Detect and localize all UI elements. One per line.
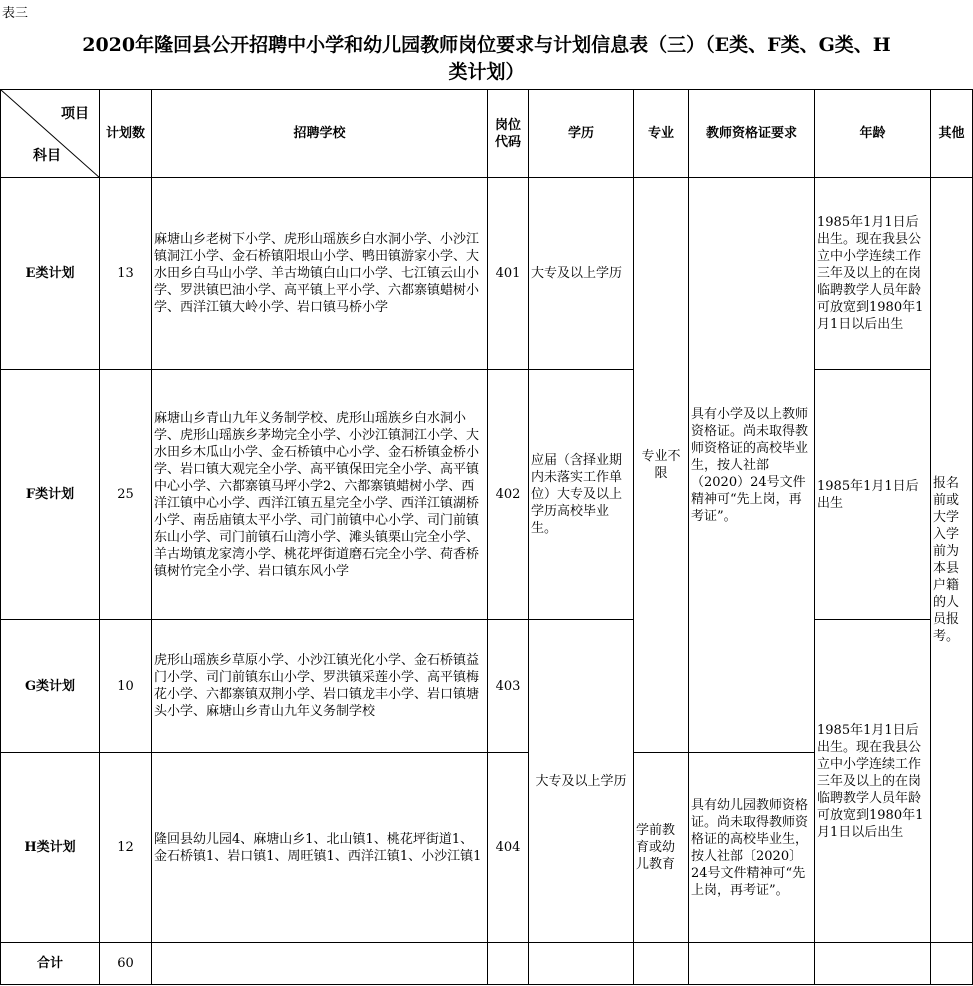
table-row-g	[1, 620, 973, 753]
header-age: 年龄	[815, 90, 931, 178]
total-empty-major	[634, 943, 689, 985]
title-line-2: 类计划）	[448, 61, 525, 83]
page-title	[0, 32, 973, 86]
other-requirement: 报名前或大学入学前为本县户籍的人员报考。	[931, 178, 973, 943]
header-major: 专业	[634, 90, 689, 178]
header-qualification: 教师资格证要求	[689, 90, 815, 178]
total-label: 合计	[1, 943, 100, 985]
code-h: 404	[488, 753, 529, 943]
total-empty-code	[488, 943, 529, 985]
major-h: 学前教育或幼儿教育	[634, 753, 689, 943]
category-h: H类计划	[1, 753, 100, 943]
category-e: E类计划	[1, 178, 100, 370]
total-empty-education	[529, 943, 634, 985]
table-row-e	[1, 178, 973, 370]
age-f: 1985年1月1日后出生	[815, 370, 931, 620]
education-gh: 大专及以上学历	[529, 620, 634, 943]
header-row	[1, 90, 973, 178]
code-e: 401	[488, 178, 529, 370]
total-row	[1, 943, 973, 985]
table-row-f	[1, 370, 973, 620]
title-line-1: 2020年隆回县公开招聘中小学和幼儿园教师岗位要求与计划信息表（三）（E类、F类、G类、H	[82, 34, 891, 56]
table-label: 表三	[2, 6, 29, 21]
total-empty-other	[931, 943, 973, 985]
education-f: 应届（含择业期内未落实工作单位）大专及以上学历高校毕业生。	[529, 370, 634, 620]
qualification-h: 具有幼儿园教师资格证。尚未取得教师资格证的高校毕业生，按人社部〔2020〕24号文件精神可“先上岗，再考证”。	[689, 753, 815, 943]
header-subject-cell	[1, 90, 100, 178]
schools-g: 虎形山瑶族乡草原小学、小沙江镇光化小学、金石桥镇益门小学、司门前镇东山小学、罗洪镇采莲小学、高平镇梅花小学、六都寨镇双荆小学、岩口镇龙丰小学、岩口镇塘头小学、麻塘山乡青山九年义务制学校	[152, 620, 488, 753]
code-g: 403	[488, 620, 529, 753]
age-gh: 1985年1月1日后出生。现在我县公立中小学连续工作三年及以上的在岗临聘教学人员年龄可放宽到1980年1月1日以后出生	[815, 620, 931, 943]
schools-f: 麻塘山乡青山九年义务制学校、虎形山瑶族乡白水洞小学、虎形山瑶族乡茅坳完全小学、小沙江镇洞江小学、大水田乡木瓜山小学、金石桥镇中心小学、金石桥镇金桥小学、岩口镇大观完全小学、高平镇保田完全小学、高平镇中心小学、六都寨镇马坪小学2、六都寨镇蜡树小学、西洋江镇中心小学、西洋江镇五星完全小学、西洋江镇湖桥小学、南岳庙镇太平小学、司门前镇中心小学、司门前镇东山小学、司门前镇石山湾小学、滩头镇栗山完全小学、羊古坳镇龙家湾小学、桃花坪街道磨石完全小学、荷香桥镇树竹完全小学、岩口镇东风小学	[152, 370, 488, 620]
count-e: 13	[100, 178, 152, 370]
header-education: 学历	[529, 90, 634, 178]
total-count: 60	[100, 943, 152, 985]
header-schools: 招聘学校	[152, 90, 488, 178]
age-e: 1985年1月1日后出生。现在我县公立中小学连续工作三年及以上的在岗临聘教学人员年龄可放宽到1980年1月1日以后出生	[815, 178, 931, 370]
schools-h: 隆回县幼儿园4、麻塘山乡1、北山镇1、桃花坪街道1、金石桥镇1、岩口镇1、周旺镇1、西洋江镇1、小沙江镇1	[152, 753, 488, 943]
category-g: G类计划	[1, 620, 100, 753]
total-empty-qualification	[689, 943, 815, 985]
count-f: 25	[100, 370, 152, 620]
recruitment-table	[0, 89, 973, 985]
header-post-code: 岗位代码	[488, 90, 529, 178]
code-f: 402	[488, 370, 529, 620]
schools-e: 麻塘山乡老树下小学、虎形山瑶族乡白水洞小学、小沙江镇洞江小学、金石桥镇阳垠山小学、鸭田镇游家小学、大水田乡白马山小学、羊古坳镇白山口小学、七江镇云山小学、罗洪镇巴油小学、高平镇上平小学、六都寨镇蜡树小学、西洋江镇大岭小学、岩口镇马桥小学	[152, 178, 488, 370]
header-plan-count: 计划数	[100, 90, 152, 178]
header-other: 其他	[931, 90, 973, 178]
qualification-efg: 具有小学及以上教师资格证。尚未取得教师资格证的高校毕业生，按人社部（2020）24号文件精神可“先上岗，再考证”。	[689, 178, 815, 753]
major-efg: 专业不限	[634, 178, 689, 753]
count-g: 10	[100, 620, 152, 753]
header-subject: 科目	[33, 148, 61, 164]
education-e: 大专及以上学历	[529, 178, 634, 370]
category-f: F类计划	[1, 370, 100, 620]
total-empty-age	[815, 943, 931, 985]
count-h: 12	[100, 753, 152, 943]
header-project: 项目	[61, 106, 89, 122]
total-empty-schools	[152, 943, 488, 985]
